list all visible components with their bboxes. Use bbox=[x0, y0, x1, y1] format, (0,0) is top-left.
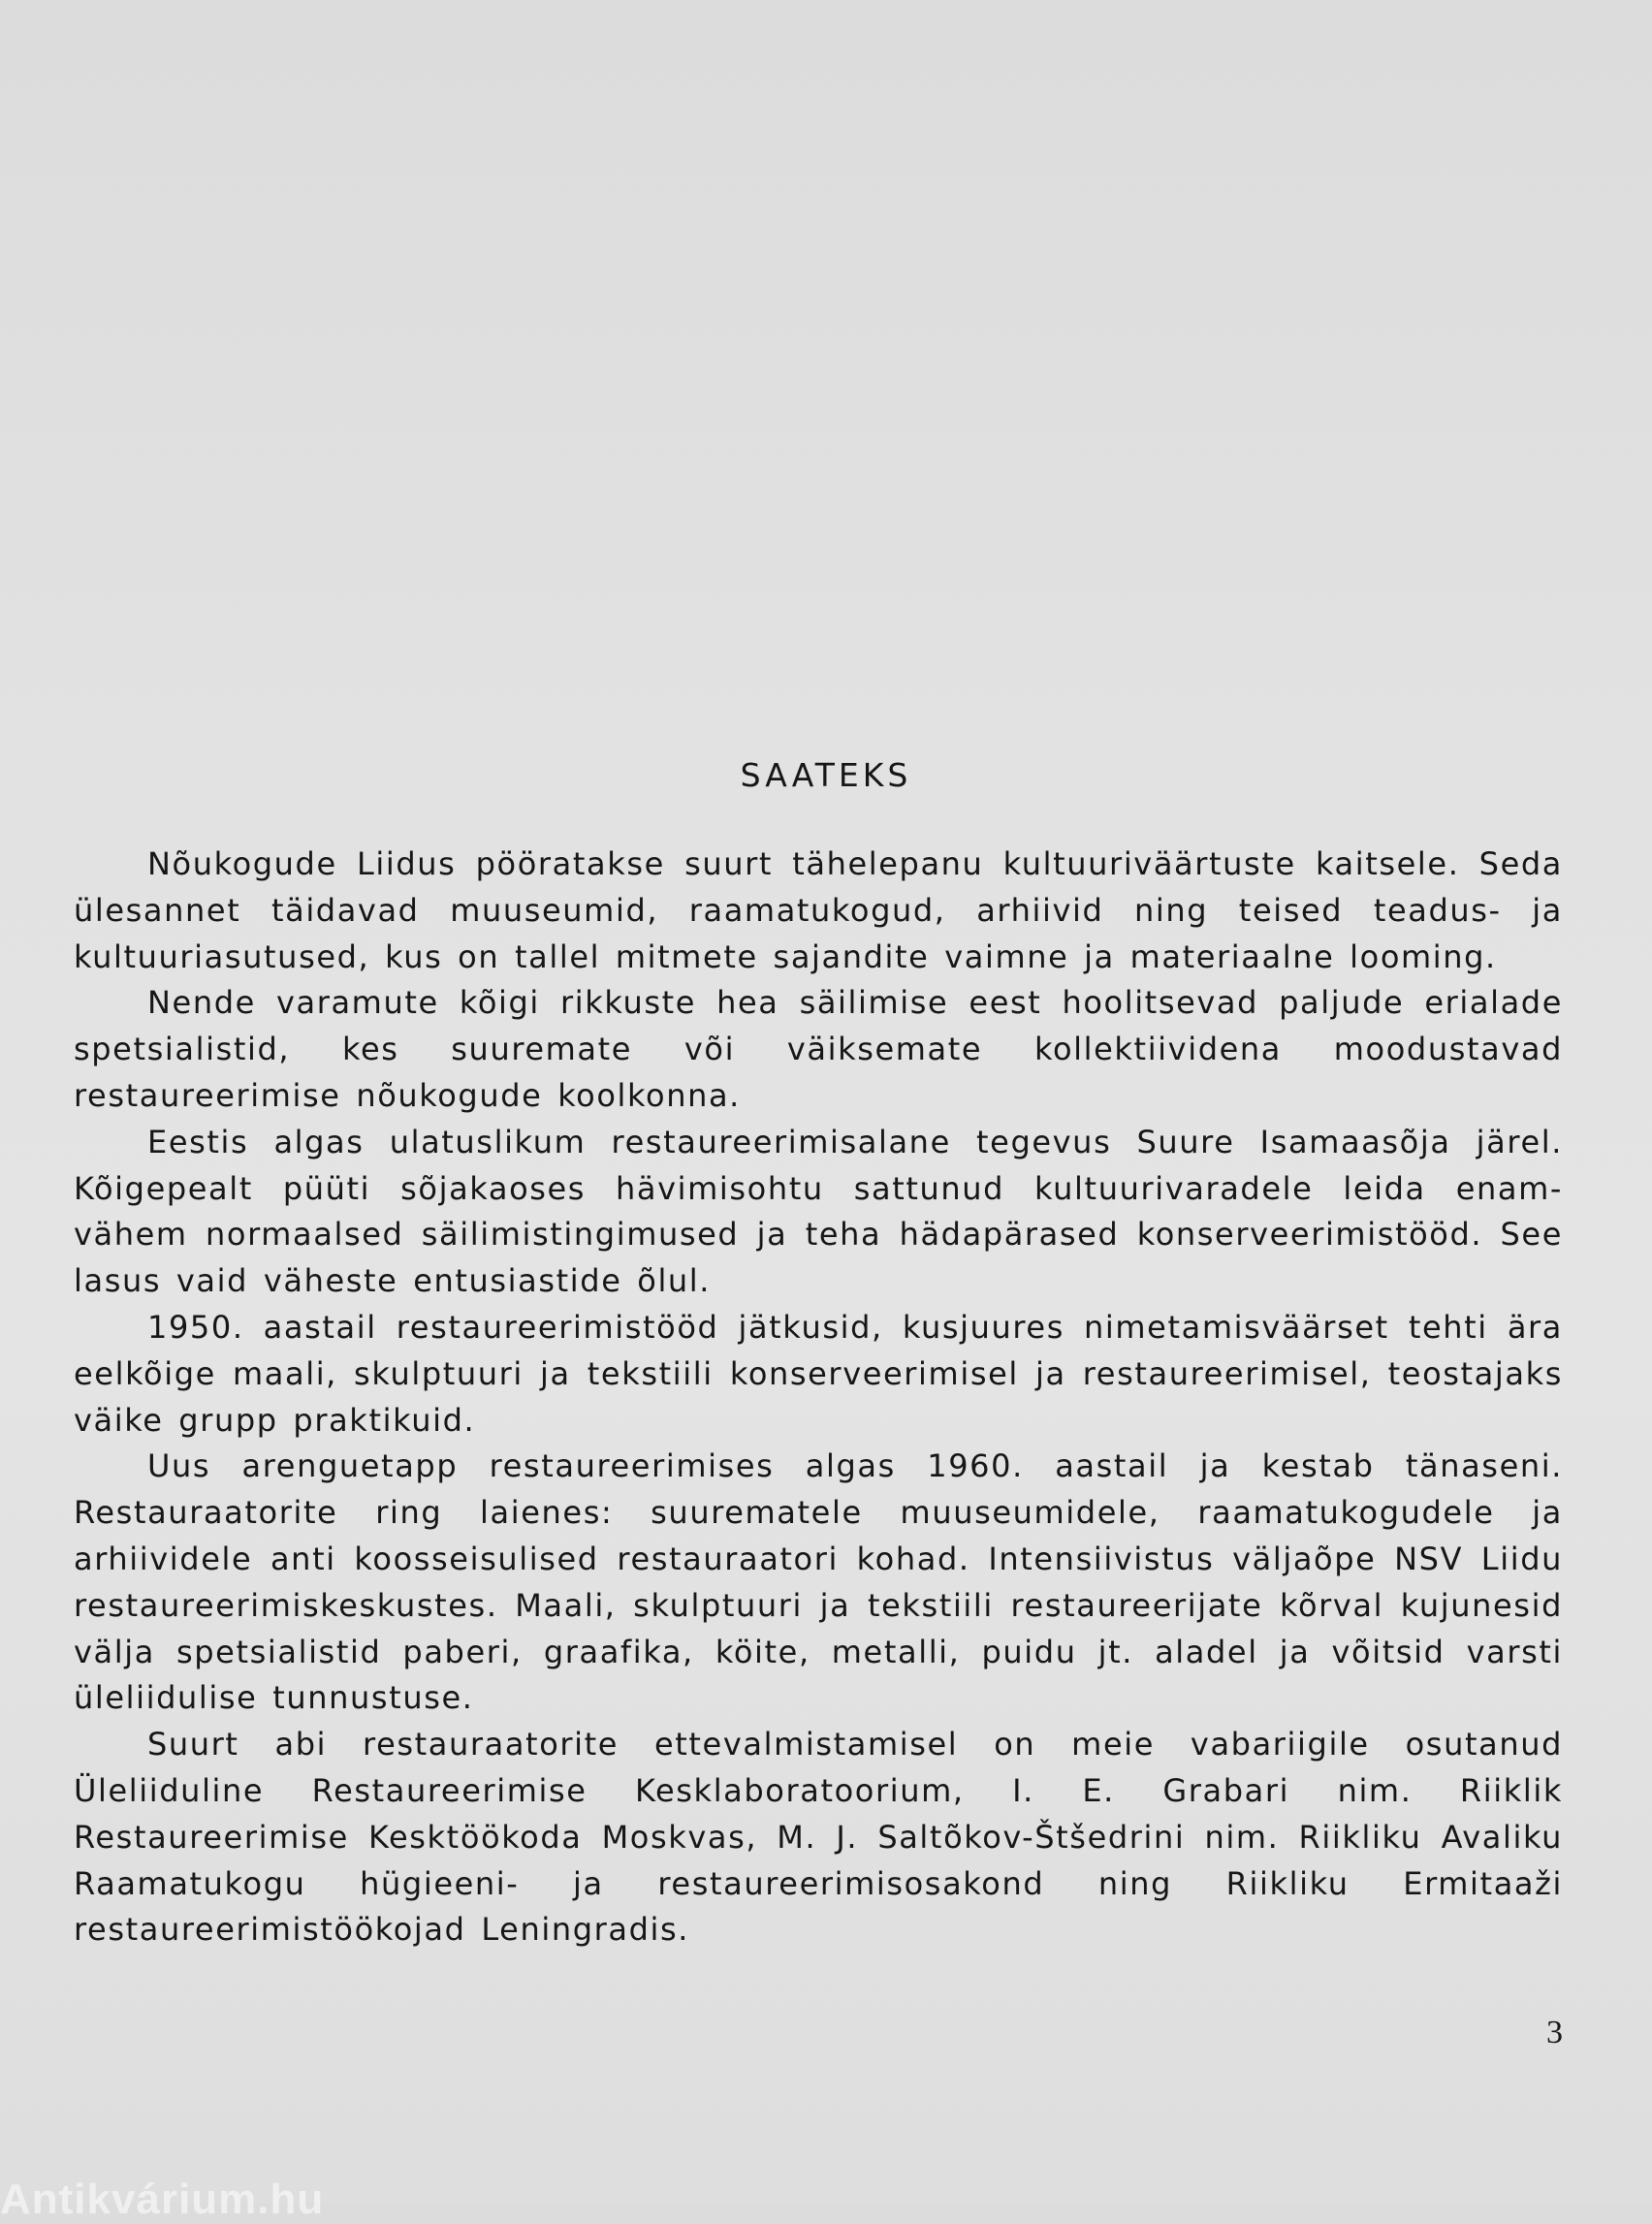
paragraph-2: Nende varamute kõigi rikkuste hea säilimise eest hoolitsevad paljude erialade spetsialistid, kes suuremate või väiksemate kollektiividena moodustavad restaureerimise nõukogude koolkonna. bbox=[74, 984, 1563, 1114]
paragraph-1: Nõukogude Liidus pööratakse suurt tähelepanu kultuuriväärtuste kaitsele. Seda ülesannet täidavad muuseumid, raamatukogud, arhiivid ning teised teadus- ja kultuuriasutused, kus on tallel mitmete sajandite vaimne ja materiaalne looming. bbox=[74, 845, 1563, 975]
paragraph-3: Eestis algas ulatuslikum restaureerimisalane tegevus Suure Isamaasõja järel. Kõigepealt püüti sõjakaoses hävimisohtu sattunud kultuurivaradele leida enam-vähem normaalsed säilimistingimused ja teha hädapärased konserveerimistööd. See lasus vaid väheste entusiastide õlul. bbox=[74, 1123, 1563, 1300]
page-title: SAATEKS bbox=[740, 756, 912, 794]
body-text bbox=[74, 842, 1563, 1954]
paragraph-4: 1950. aastail restaureerimistööd jätkusid, kusjuures nimetamisväärset tehti ära eelkõige maali, skulptuuri ja tekstiili konserveerimisel ja restaureerimisel, teostajaks väike grupp praktikuid. bbox=[74, 1308, 1563, 1439]
watermark: Antikvárium.hu bbox=[0, 2176, 325, 2223]
paragraph-6: Suurt abi restauraatorite ettevalmistamisel on meie vabariigile osutanud Üleliiduline Restaureerimise Kesklaboratoorium, I. E. Grabari nim. Riiklik Restaureerimise Kesktöökoda Moskvas, M. J. Saltõkov-Štšedrini nim. Riikliku Avaliku Raamatukogu hügieeni- ja restaureerimisosakond ning Riikliku Ermitaaži restaureerimistöökojad Leningradis. bbox=[74, 1726, 1563, 1949]
page-number: 3 bbox=[1546, 2015, 1563, 2050]
paragraph-5: Uus arenguetapp restaureerimises algas 1960. aastail ja kestab tänaseni. Restauraatorite ring laienes: suurematele muuseumidele, raamatukogudele ja arhiividele anti koosseisulised restauraatori kohad. Intensiivistus väljaõpe NSV Liidu restaureerimiskeskustes. Maali, skulptuuri ja tekstiili restaureerijate kõrval kujunesid välja spetsialistid paberi, graafika, köite, metalli, puidu jt. aladel ja võitsid varsti üleliidulise tunnustuse. bbox=[74, 1447, 1563, 1717]
